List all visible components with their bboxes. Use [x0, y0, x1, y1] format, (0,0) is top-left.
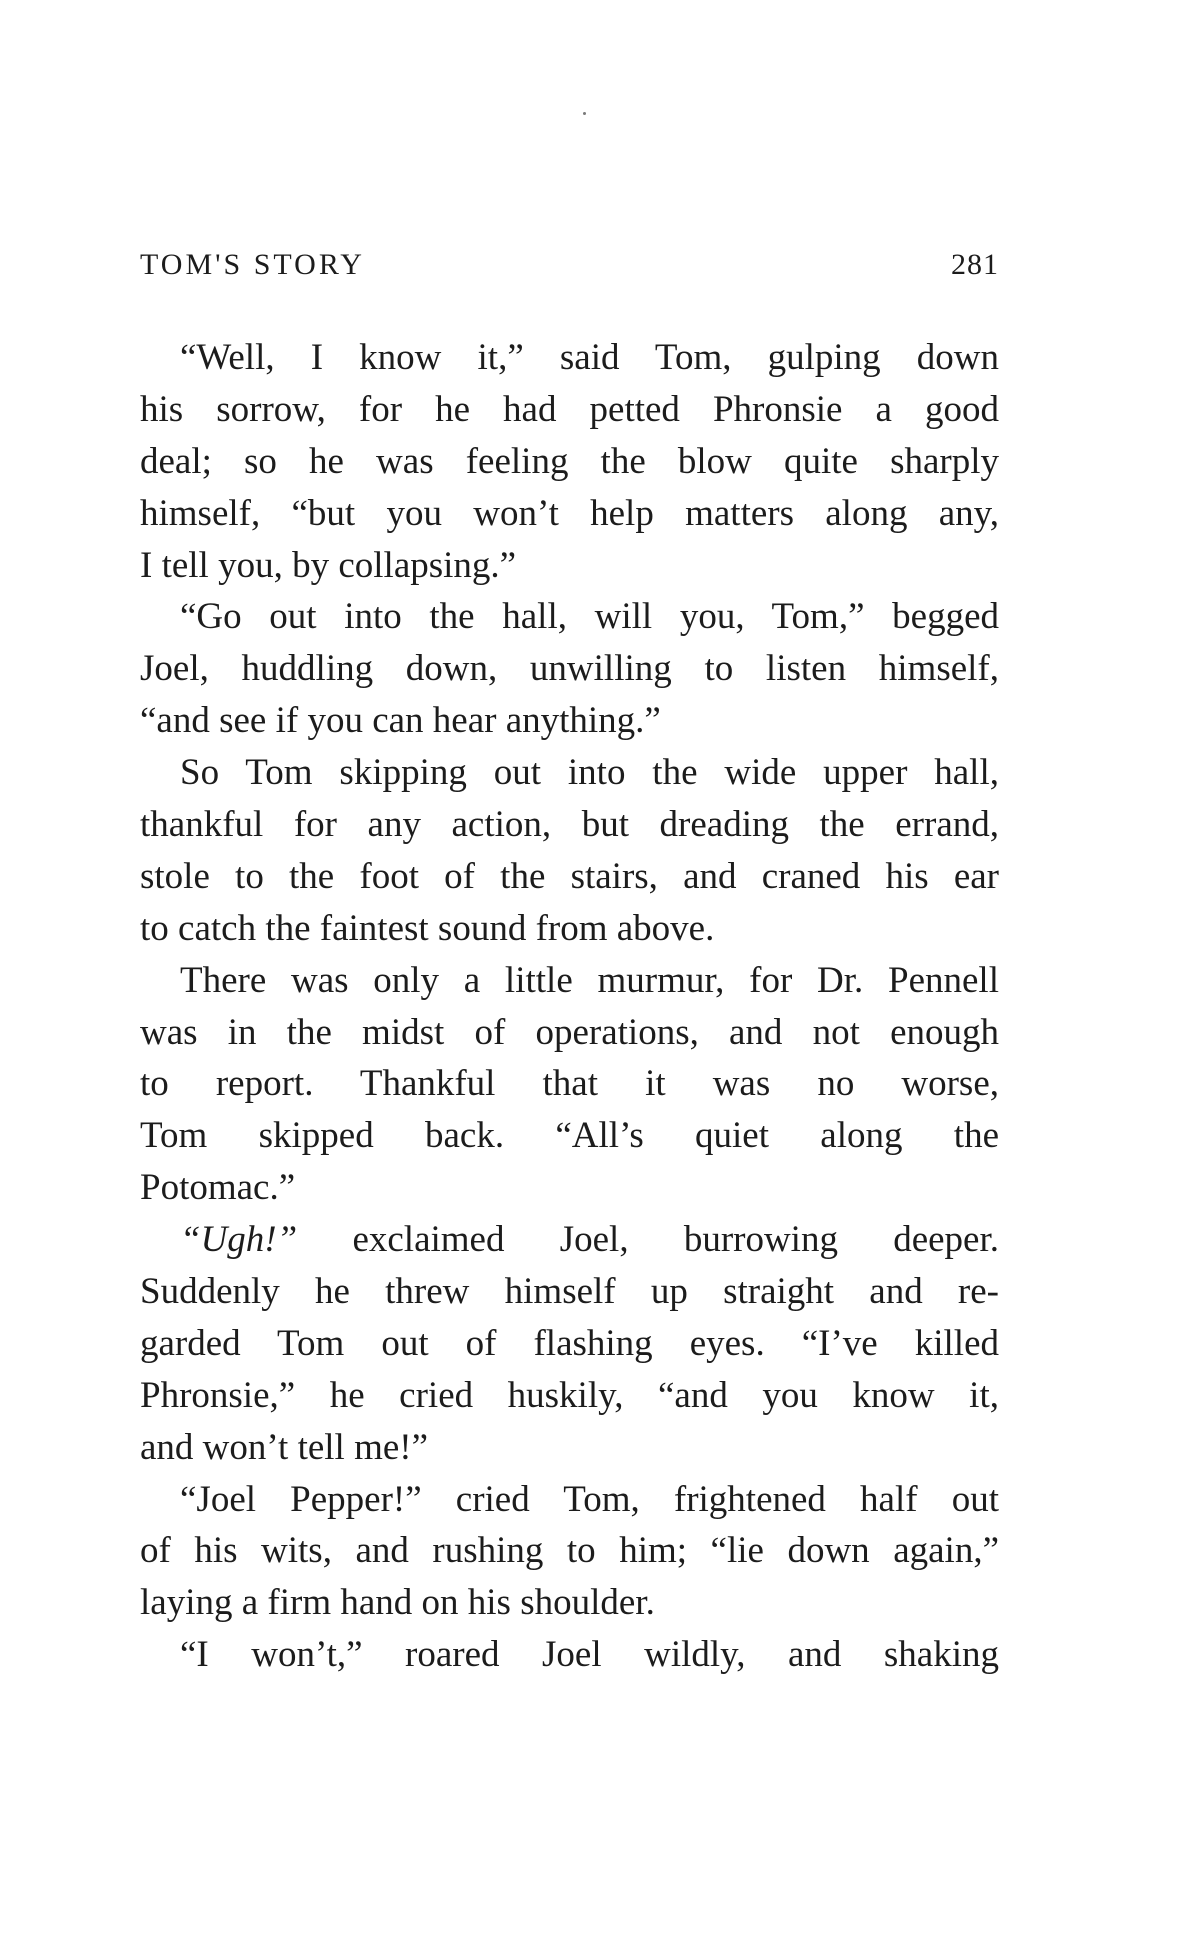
- text-line: Potomac.”: [140, 1167, 296, 1209]
- italic-exclamation: “Ugh!”: [180, 1219, 298, 1261]
- text-line: “Well, I know it,” said Tom, gulping down: [180, 337, 999, 378]
- text-line: deal; so he was feeling the blow quite sharply: [140, 440, 999, 482]
- text-line: So Tom skipping out into the wide upper hall,: [180, 752, 999, 794]
- page-number: 281: [951, 248, 999, 281]
- text-line: Tom skipped back. “All’s quiet along the: [140, 1115, 999, 1157]
- text-line-with-emphasis: [140, 1214, 999, 1266]
- text-line: garded Tom out of flashing eyes. “I’ve killed: [140, 1322, 999, 1364]
- text-line: Phronsie,” he cried huskily, “and you know it,: [140, 1374, 999, 1416]
- text-line: stole to the foot of the stairs, and craned his ear: [140, 855, 999, 897]
- text-line: There was only a little murmur, for Dr. Pennell: [180, 959, 999, 1001]
- running-title: TOM'S STORY: [140, 248, 365, 281]
- text-line: “and see if you can hear anything.”: [140, 700, 661, 742]
- text-line: of his wits, and rushing to him; “lie down again,”: [140, 1530, 999, 1572]
- text-line: his sorrow, for he had petted Phronsie a good: [140, 388, 999, 430]
- text-line: “Joel Pepper!” cried Tom, frightened half out: [180, 1478, 999, 1520]
- text-line: I tell you, by collapsing.”: [140, 544, 517, 586]
- text-line: and won’t tell me!”: [140, 1426, 429, 1468]
- text-line: laying a firm hand on his shoulder.: [140, 1582, 655, 1624]
- text-line: to catch the faintest sound from above.: [140, 907, 715, 949]
- text-line: Suddenly he threw himself up straight and re-: [140, 1271, 999, 1313]
- text-line: to report. Thankful that it was no worse,: [140, 1063, 999, 1105]
- text-line-remainder: exclaimed Joel, burrowing deeper.: [352, 1219, 999, 1261]
- running-head: [140, 243, 999, 287]
- paper-speck: [583, 112, 586, 115]
- body-text: [140, 332, 999, 1681]
- text-line: himself, “but you won’t help matters along any,: [140, 492, 999, 534]
- text-line: “I won’t,” roared Joel wildly, and shaking: [180, 1634, 999, 1676]
- text-line: thankful for any action, but dreading the errand,: [140, 804, 999, 846]
- text-line: was in the midst of operations, and not enough: [140, 1011, 999, 1053]
- text-line: “Go out into the hall, will you, Tom,” begged: [180, 596, 999, 638]
- text-line: Joel, huddling down, unwilling to listen himself,: [140, 648, 999, 690]
